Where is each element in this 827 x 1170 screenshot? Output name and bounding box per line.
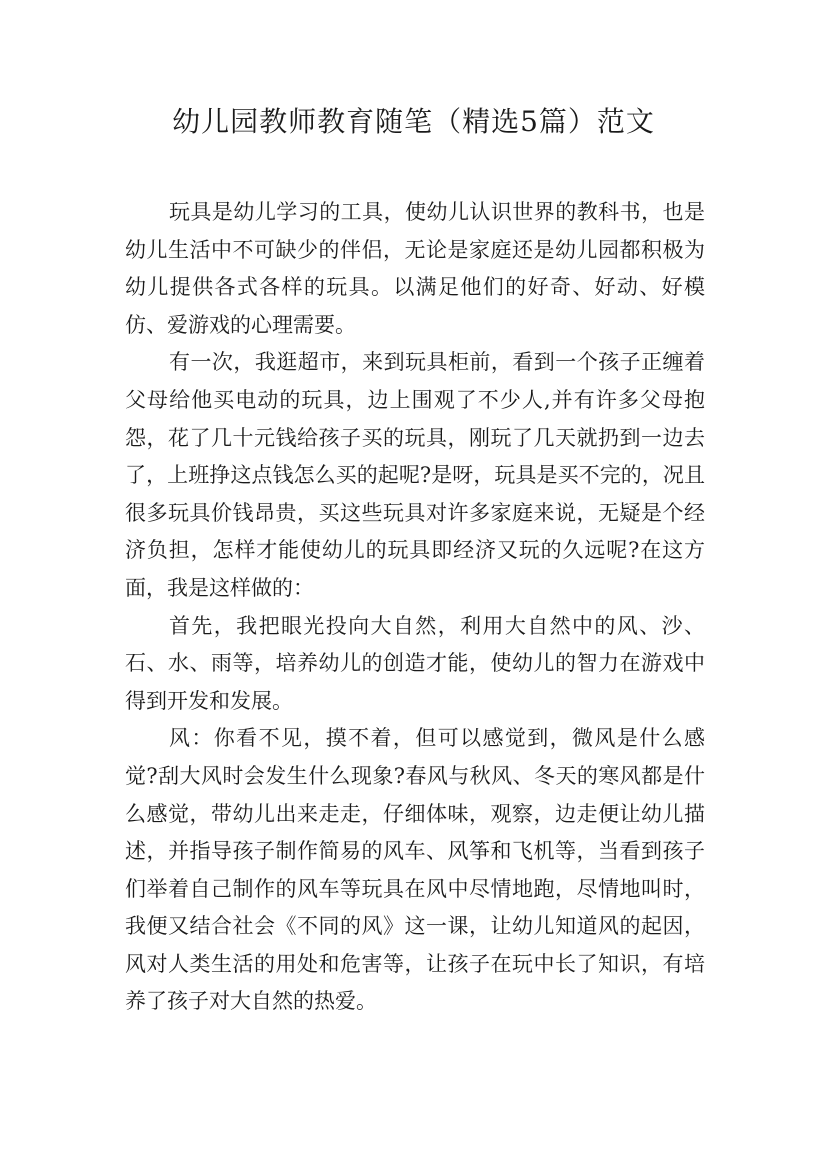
paragraph-1: 玩具是幼儿学习的工具，使幼儿认识世界的教科书，也是幼儿生活中不可缺少的伴侣，无论是家庭还是幼儿园都积极为幼儿提供各式各样的玩具。以满足他们的好奇、好动、好模仿、爱游戏的心理需要。 [125,200,705,337]
paragraph-4: 风：你看不见，摸不着，但可以感觉到，微风是什么感觉?刮大风时会发生什么现象?春风与秋风、冬天的寒风都是什么感觉，带幼儿出来走走，仔细体味，观察，边走便让幼儿描述，并指导孩子制作简易的风车、风筝和飞机等，当看到孩子们举着自己制作的风车等玩具在风中尽情地跑，尽情地叫时，我便又结合社会《不同的风》这一课，让幼儿知道风的起因，风对人类生活的用处和危害等，让孩子在玩中长了知识，有培养了孩子对大自然的热爱。 [125,726,705,1014]
paragraph-2: 有一次，我逛超市，来到玩具柜前，看到一个孩子正缠着父母给他买电动的玩具，边上围观了不少人,并有许多父母抱怨，花了几十元钱给孩子买的玩具，刚玩了几天就扔到一边去了，上班挣这点钱怎么买的起呢?是呀，玩具是买不完的，况且很多玩具价钱昂贵，买这些玩具对许多家庭来说，无疑是个经济负担，怎样才能使幼儿的玩具即经济又玩的久远呢?在这方面，我是这样做的： [125,350,705,600]
document-body [125,194,705,1021]
paragraph-3: 首先，我把眼光投向大自然，利用大自然中的风、沙、石、水、雨等，培养幼儿的创造才能，使幼儿的智力在游戏中得到开发和发展。 [125,613,705,713]
document-title: 幼儿园教师教育随笔（精选5篇）范文 [172,105,655,138]
